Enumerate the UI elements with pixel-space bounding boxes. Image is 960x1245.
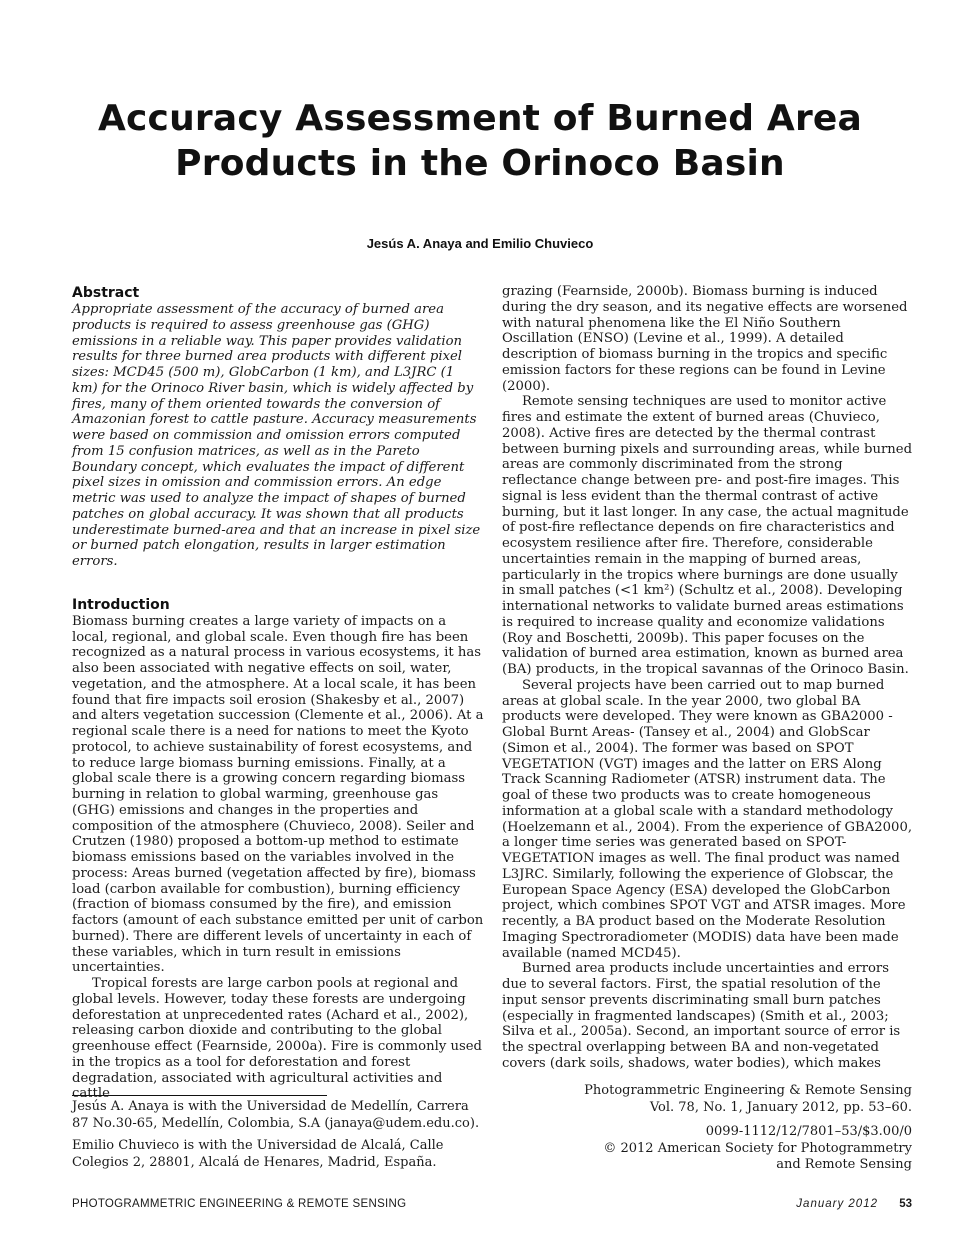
volume-info: Vol. 78, No. 1, January 2012, pp. 53–60. bbox=[649, 1099, 912, 1115]
title-line-2: Products in the Orinoco Basin bbox=[175, 143, 785, 184]
title-line-1: Accuracy Assessment of Burned Area bbox=[97, 98, 863, 139]
footnote-anaya: Jesús A. Anaya is with the Universidad de Medellín, Carrera 87 No.30-65, Medellín, Colombia, S.A (janaya@udem.edu.co). bbox=[72, 1099, 480, 1131]
copyright-line: © 2012 American Society for Photogrammetry bbox=[603, 1140, 912, 1156]
right-paragraph-3: Several projects have been carried out to map burned areas at global scale. In the year 2000, two global BA products were developed. They were known as GBA2000 -Global Burnt Areas- (Tansey et al., 2004) and GlobScar (Simon et al., 2004). The former was based on SPOT VEGETATION (VGT) images and the latter on ERS Along Track Scanning Radiometer (ATSR) instrument data. The goal of these two products was to create homogeneous information at a global scale with a standard methodology (Hoelzemann et al., 2004). From the experience of GBA2000, a longer time series was generated based on SPOT-VEGETATION images as well. The final product was named L3JRC. Similarly, following the experience of Globscar, the European Space Agency (ESA) developed the GlobCarbon project, which combines SPOT VGT and ATSR images. More recently, a BA product based on the Moderate Resolution Imaging Spectroradiometer (MODIS) data have been made available (named MCD45). bbox=[502, 677, 913, 961]
article-code: 0099-1112/12/7801–53/$3.00/0 bbox=[705, 1124, 912, 1139]
abstract-heading: Abstract bbox=[72, 285, 140, 301]
left-column bbox=[72, 284, 484, 1102]
publication-info bbox=[540, 1083, 912, 1174]
author-footnotes bbox=[72, 1099, 486, 1177]
right-paragraph-4: Burned area products include uncertainties and errors due to several factors. First, the spatial resolution of the input sensor prevents discriminating small burn patches (especially in fragmented landscapes) (Smith et al., 2003; Silva et al., 2005a). Second, an important source of error is the spectral overlapping between BA and non-vegetated covers (dark soils, shadows, water bodies), which makes bbox=[502, 961, 901, 1071]
footnote-rule bbox=[72, 1095, 327, 1096]
copyright-line-2: and Remote Sensing bbox=[776, 1157, 912, 1172]
paper-title bbox=[0, 96, 960, 186]
footnote-chuvieco: Emilio Chuvieco is with the Universidad de Alcalá, Calle Colegios 2, 28801, Alcalá de Henares, Madrid, España. bbox=[72, 1138, 444, 1170]
abstract-text: Appropriate assessment of the accuracy of burned area products is required to assess greenhouse gas (GHG) emissions in a reliable way. This paper provides validation results for three burned area products with different pixel sizes: MCD45 (500 m), GlobCarbon (1 km), and L3JRC (1 km) for the Orinoco River basin, which is widely affected by fires, many of them oriented towards the conversion of Amazonian forest to cattle pasture. Accuracy measurements were based on commission and omission errors computed from 15 confusion matrices, as well as in the Pareto Boundary concept, which evaluates the impact of different pixel sizes in omission and commission errors. An edge metric was used to analyze the impact of shapes of burned patches on global accuracy. It was shown that all products underestimate burned-area and that an increase in pixel size or burned patch elongation, results in larger estimation errors. bbox=[72, 302, 481, 569]
right-paragraph-2: Remote sensing techniques are used to monitor active fires and estimate the extent of burned areas (Chuvieco, 2008). Active fires are detected by the thermal contrast between burning pixels and surrounding areas, while burned areas are commonly discriminated from the strong reflectance change between pre- and post-fire images. This signal is less evident than the thermal contrast of active burning, but it last longer. In any case, the actual magnitude of post-fire reflectance depends on fire characteristics and ecosystem resilience after fire. Therefore, considerable uncertainties remain in the mapping of burned areas, particularly in the tropics where burnings are done usually in small patches (<1 km²) (Schultz et al., 2008). Developing international networks to validate burned areas estimations is required to increase quality and economize validations (Roy and Boschetti, 2009b). This paper focuses on the validation of burned area estimation, known as burned area (BA) products, in the tropical savannas of the Orinoco Basin. bbox=[502, 394, 913, 677]
author-line: Jesús A. Anaya and Emilio Chuvieco bbox=[366, 236, 594, 251]
footer-journal: PHOTOGRAMMETRIC ENGINEERING & REMOTE SENSING bbox=[72, 1198, 407, 1210]
intro-paragraph-1: Biomass burning creates a large variety of impacts on a local, regional, and global scale. Even though fire has been recognized as a natural process in various ecosystems, it has also been associated with negative effects on soil, water, vegetation, and the atmosphere. At a local scale, it has been found that fire impacts soil erosion (Shakesby et al., 2007) and alters vegetation succession (Clemente et al., 2006). At a regional scale there is a need for nations to meet the Kyoto protocol, to achieve sustainability of forest ecosystems, and to reduce large biomass burning emissions. Finally, at a global scale there is a growing concern regarding biomass burning in relation to global warming, greenhouse gas (GHG) emissions and changes in the properties and composition of the atmosphere (Chuvieco, 2008). Seiler and Crutzen (1980) proposed a bottom-up method to estimate biomass emissions based on the variables involved in the process: Areas burned (vegetation affected by fire), biomass load (carbon available for combustion), burning efficiency (fraction of biomass consumed by the fire), and emission factors (amount of each substance emitted per unit of carbon burned). There are different levels of uncertainty in each of these variables, which in turn result in emissions uncertainties. bbox=[72, 613, 484, 976]
right-column bbox=[502, 284, 914, 1072]
footer-date: January 2012 bbox=[796, 1198, 878, 1210]
right-paragraph-1: grazing (Fearnside, 2000b). Biomass burning is induced during the dry season, and its negative effects are worsened with natural phenomena like the El Niño Southern Oscillation (ENSO) (Levine et al., 1999). A detailed description of biomass burning in the tropics and specific emission factors for these regions can be found in Levine (2000). bbox=[502, 284, 908, 394]
intro-paragraph-2: Tropical forests are large carbon pools at regional and global levels. However, today these forests are undergoing deforestation at unprecedented rates (Achard et al., 2002), releasing carbon dioxide and contributing to the global greenhouse effect (Fearnside, 2000a). Fire is commonly used in the tropics as a tool for deforestation and forest degradation, associated with agricultural activities and cattle bbox=[72, 976, 482, 1102]
page-number: 53 bbox=[899, 1198, 912, 1210]
introduction-heading: Introduction bbox=[72, 596, 170, 613]
journal-name: Photogrammetric Engineering & Remote Sensing bbox=[584, 1083, 912, 1098]
footer-page-info bbox=[796, 1198, 912, 1210]
